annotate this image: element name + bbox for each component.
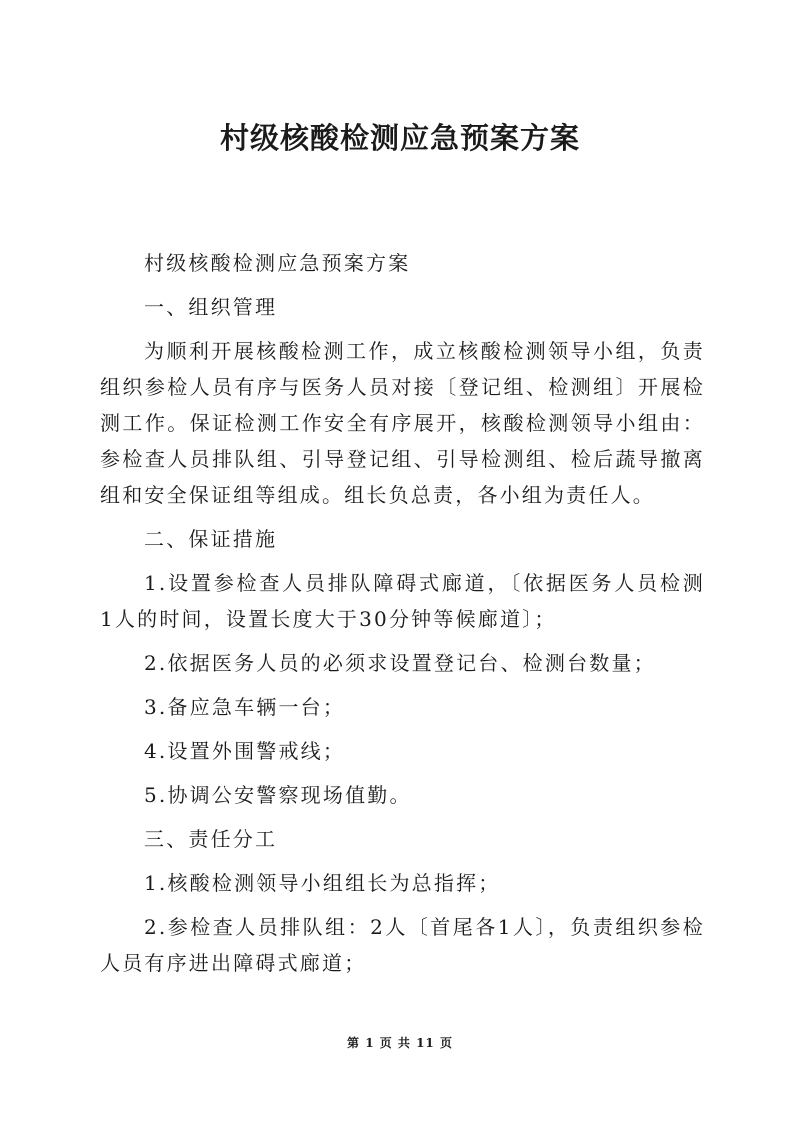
responsibility-item-2: 2.参检查人员排队组：2人〔首尾各1人〕，负责组织参检人员有序进出障碍式廊道； [100, 915, 705, 975]
measure-item-5: 5.协调公安警察现场值勤。 [144, 783, 412, 807]
responsibility-item-1: 1.核酸检测领导小组组长为总指挥； [144, 871, 501, 895]
document-title: 村级核酸检测应急预案方案 [219, 121, 580, 155]
paragraph-organization: 为顺利开展核酸检测工作，成立核酸检测领导小组，负责组织参检人员有序与医务人员对接〔登记组、检测组〕开展检测工作。保证检测工作安全有序展开，核酸检测领导小组由：参检查人员排队组、引导登记组、引导检测组、检后蔬导撤离组和安全保证组等组成。组长负总责，各小组为责任人。 [100, 339, 705, 507]
measure-item-1: 1.设置参检查人员排队障碍式廊道，〔依据医务人员检测1人的时间，设置长度大于30分钟等候廊道〕； [100, 571, 705, 631]
measure-item-3: 3.备应急车辆一台； [144, 695, 346, 719]
measure-item-2: 2.依据医务人员的必须求设置登记台、检测台数量； [144, 651, 656, 675]
section-heading-responsibilities: 三、责任分工 [144, 827, 278, 851]
section-heading-organization: 一、组织管理 [144, 295, 278, 319]
measure-item-4: 4.设置外围警戒线； [144, 739, 346, 763]
paragraph-heading-repeat: 村级核酸检测应急预案方案 [144, 251, 411, 275]
document-body [100, 245, 705, 989]
page-number-footer: 第 1 页 共 11 页 [347, 1036, 453, 1050]
section-heading-measures: 二、保证措施 [144, 527, 278, 551]
